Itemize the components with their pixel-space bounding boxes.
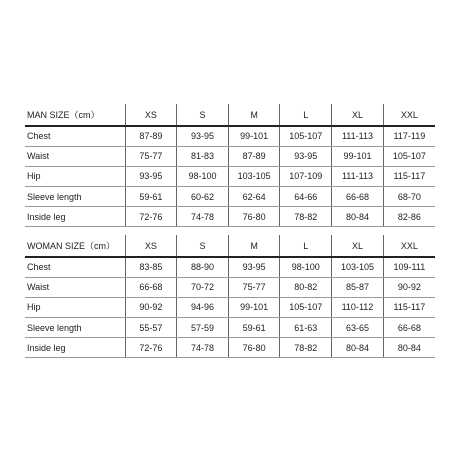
cell-value: 90-92 (125, 297, 177, 317)
cell-value: 57-59 (177, 318, 229, 338)
cell-value: 80-84 (332, 338, 384, 358)
women-size-table (25, 235, 435, 358)
cell-value: 93-95 (280, 146, 332, 166)
cell-value: 115-117 (383, 297, 435, 317)
cell-value: 87-89 (228, 146, 280, 166)
cell-value: 103-105 (228, 166, 280, 186)
men-size-xxl-header: XXL (383, 104, 435, 126)
men-size-table (25, 104, 435, 227)
cell-value: 99-101 (228, 126, 280, 146)
cell-value: 59-61 (228, 318, 280, 338)
men-row-waist (25, 146, 435, 166)
cell-value: 63-65 (332, 318, 384, 338)
men-row-hip (25, 166, 435, 186)
cell-value: 66-68 (383, 318, 435, 338)
row-label: Sleeve length (25, 187, 125, 207)
row-label: Waist (25, 146, 125, 166)
cell-value: 64-66 (280, 187, 332, 207)
row-label: Sleeve length (25, 318, 125, 338)
cell-value: 80-84 (332, 207, 384, 227)
row-label: Waist (25, 277, 125, 297)
cell-value: 82-86 (383, 207, 435, 227)
women-row-waist (25, 277, 435, 297)
cell-value: 74-78 (177, 338, 229, 358)
cell-value: 107-109 (280, 166, 332, 186)
cell-value: 87-89 (125, 126, 177, 146)
men-size-l-header: L (280, 104, 332, 126)
cell-value: 59-61 (125, 187, 177, 207)
men-row-inside-leg (25, 207, 435, 227)
women-table-title: WOMAN SIZE（cm） (25, 235, 125, 257)
cell-value: 80-84 (383, 338, 435, 358)
cell-value: 55-57 (125, 318, 177, 338)
men-size-s-header: S (177, 104, 229, 126)
cell-value: 62-64 (228, 187, 280, 207)
cell-value: 68-70 (383, 187, 435, 207)
cell-value: 88-90 (177, 257, 229, 277)
cell-value: 61-63 (280, 318, 332, 338)
row-label: Chest (25, 257, 125, 277)
cell-value: 90-92 (383, 277, 435, 297)
cell-value: 105-107 (383, 146, 435, 166)
cell-value: 94-96 (177, 297, 229, 317)
cell-value: 93-95 (125, 166, 177, 186)
cell-value: 115-117 (383, 166, 435, 186)
cell-value: 70-72 (177, 277, 229, 297)
women-size-xl-header: XL (332, 235, 384, 257)
cell-value: 74-78 (177, 207, 229, 227)
cell-value: 93-95 (177, 126, 229, 146)
women-row-chest (25, 257, 435, 277)
cell-value: 76-80 (228, 207, 280, 227)
cell-value: 85-87 (332, 277, 384, 297)
women-size-xxl-header: XXL (383, 235, 435, 257)
cell-value: 72-76 (125, 207, 177, 227)
row-label: Hip (25, 297, 125, 317)
cell-value: 80-82 (280, 277, 332, 297)
men-size-xs-header: XS (125, 104, 177, 126)
cell-value: 111-113 (332, 126, 384, 146)
cell-value: 66-68 (125, 277, 177, 297)
cell-value: 99-101 (332, 146, 384, 166)
cell-value: 78-82 (280, 207, 332, 227)
cell-value: 93-95 (228, 257, 280, 277)
cell-value: 60-62 (177, 187, 229, 207)
row-label: Hip (25, 166, 125, 186)
row-label: Chest (25, 126, 125, 146)
cell-value: 117-119 (383, 126, 435, 146)
cell-value: 105-107 (280, 126, 332, 146)
men-table-title: MAN SIZE（cm） (25, 104, 125, 126)
men-size-xl-header: XL (332, 104, 384, 126)
row-label: Inside leg (25, 338, 125, 358)
cell-value: 98-100 (177, 166, 229, 186)
cell-value: 103-105 (332, 257, 384, 277)
cell-value: 72-76 (125, 338, 177, 358)
cell-value: 78-82 (280, 338, 332, 358)
cell-value: 98-100 (280, 257, 332, 277)
cell-value: 75-77 (125, 146, 177, 166)
women-size-l-header: L (280, 235, 332, 257)
women-row-inside-leg (25, 338, 435, 358)
cell-value: 81-83 (177, 146, 229, 166)
cell-value: 75-77 (228, 277, 280, 297)
women-header-row (25, 235, 435, 257)
women-row-hip (25, 297, 435, 317)
women-size-m-header: M (228, 235, 280, 257)
cell-value: 99-101 (228, 297, 280, 317)
women-size-xs-header: XS (125, 235, 177, 257)
cell-value: 66-68 (332, 187, 384, 207)
cell-value: 83-85 (125, 257, 177, 277)
women-size-s-header: S (177, 235, 229, 257)
cell-value: 109-111 (383, 257, 435, 277)
cell-value: 111-113 (332, 166, 384, 186)
cell-value: 76-80 (228, 338, 280, 358)
men-row-sleeve-length (25, 187, 435, 207)
women-row-sleeve-length (25, 318, 435, 338)
cell-value: 110-112 (332, 297, 384, 317)
row-label: Inside leg (25, 207, 125, 227)
cell-value: 105-107 (280, 297, 332, 317)
men-row-chest (25, 126, 435, 146)
men-header-row (25, 104, 435, 126)
men-size-m-header: M (228, 104, 280, 126)
